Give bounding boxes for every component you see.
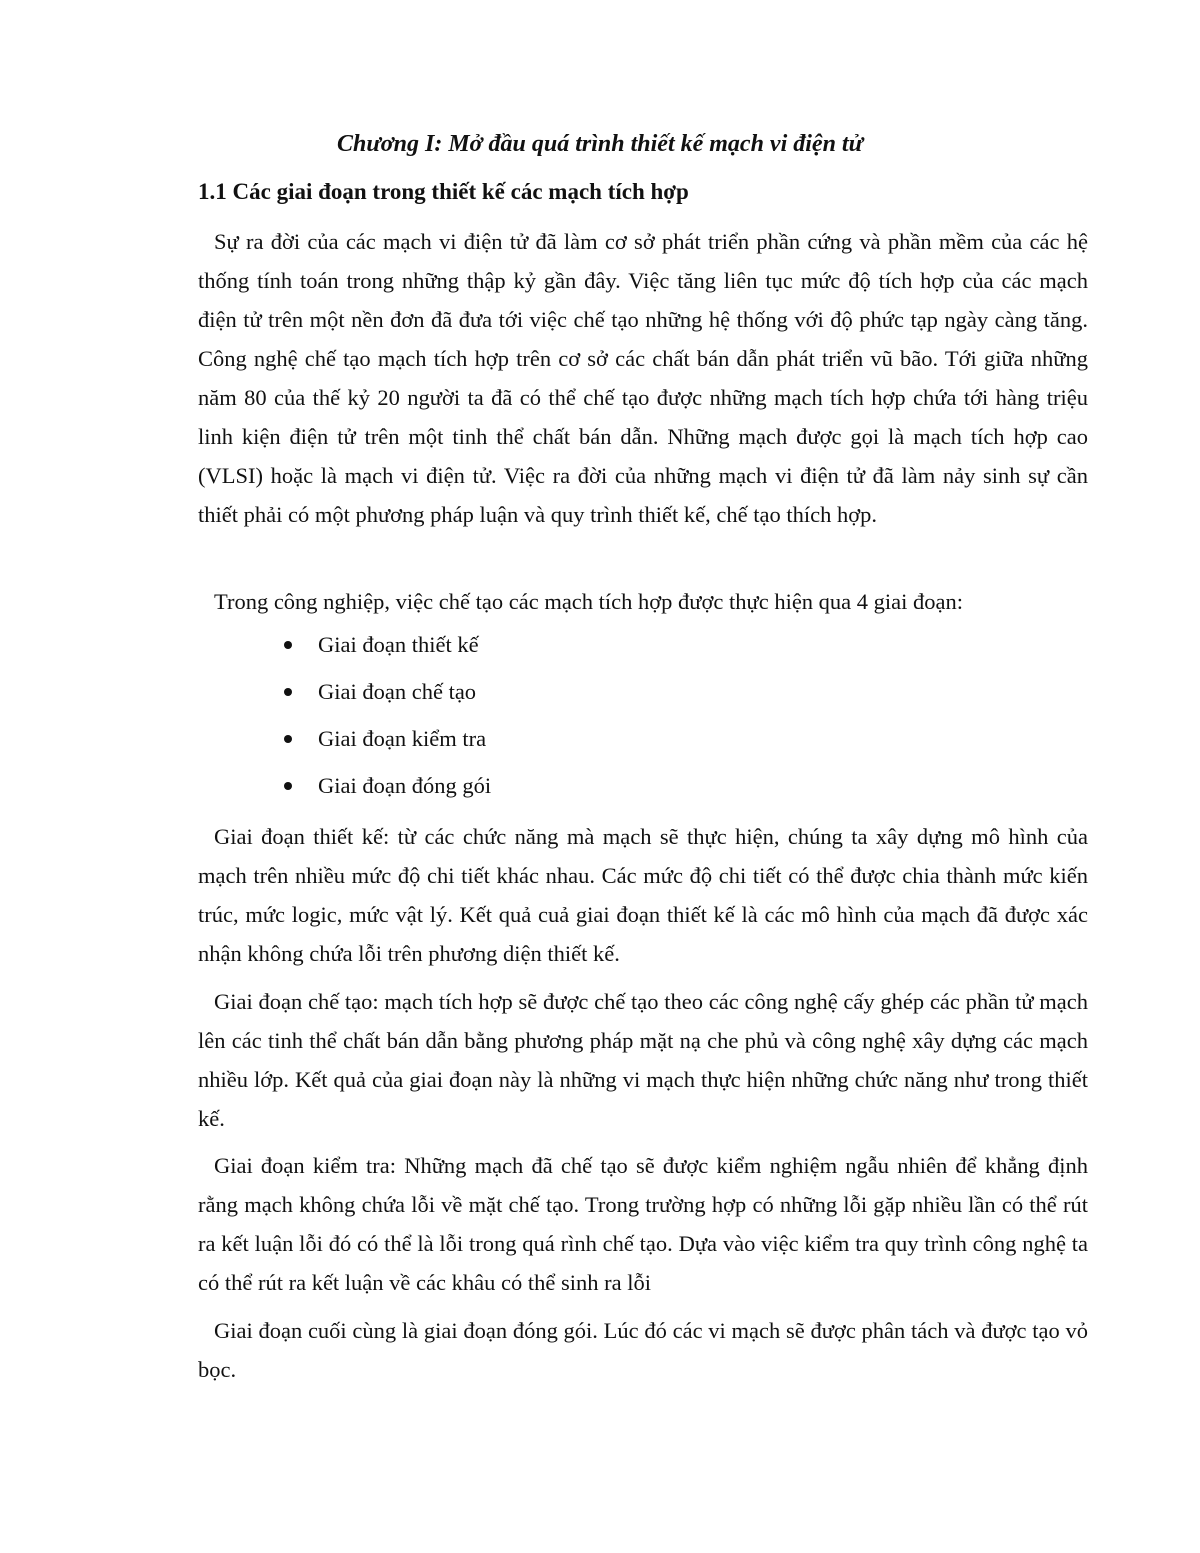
bullet-icon bbox=[284, 688, 292, 696]
packaging-stage-paragraph: Giai đoạn cuối cùng là giai đoạn đóng gói. Lúc đó các vi mạch sẽ được phân tách và được tạo vỏ bọc. bbox=[198, 1318, 1088, 1382]
section-heading: 1.1 Các giai đoạn trong thiết kế các mạch tích hợp bbox=[198, 179, 689, 204]
list-item bbox=[278, 769, 491, 816]
list-item-label: Giai đoạn thiết kế bbox=[318, 632, 479, 657]
bullet-icon bbox=[284, 782, 292, 790]
design-stage-paragraph: Giai đoạn thiết kế: từ các chức năng mà mạch sẽ thực hiện, chúng ta xây dựng mô hình của mạch trên nhiều mức độ chi tiết khác nhau. Các mức độ chi tiết có thể được chia thành mức kiến trúc, mức logic, mức vật lý. Kết quả cuả giai đoạn thiết kế là các mô hình của mạch đã được xác nhận không chứa lỗi trên phương diện thiết kế. bbox=[198, 824, 1088, 966]
list-item-label: Giai đoạn đóng gói bbox=[318, 773, 492, 798]
list-item bbox=[278, 628, 491, 675]
testing-stage-paragraph: Giai đoạn kiểm tra: Những mạch đã chế tạo sẽ được kiểm nghiệm ngẫu nhiên để khẳng định rằng mạch không chứa lỗi về mặt chế tạo. Trong trường hợp có những lỗi gặp nhiều lần có thể rút ra kết luận lỗi đó có thể là lỗi trong quá rình chế tạo. Dựa vào việc kiểm tra quy trình công nghệ ta có thể rút ra kết luận về các khâu có thể sinh ra lỗi bbox=[198, 1153, 1088, 1295]
chapter-title: Chương I: Mở đầu quá trình thiết kế mạch vi điện tử bbox=[337, 131, 863, 157]
list-item bbox=[278, 675, 491, 722]
list-item bbox=[278, 722, 491, 769]
bullet-icon bbox=[284, 735, 292, 743]
list-item-label: Giai đoạn chế tạo bbox=[318, 679, 477, 704]
stages-intro-paragraph: Trong công nghiệp, việc chế tạo các mạch tích hợp được thực hiện qua 4 giai đoạn: bbox=[214, 589, 964, 614]
list-item-label: Giai đoạn kiểm tra bbox=[318, 726, 487, 751]
bullet-icon bbox=[284, 641, 292, 649]
intro-paragraph: Sự ra đời của các mạch vi điện tử đã làm cơ sở phát triển phần cứng và phần mềm của các hệ thống tính toán trong những thập kỷ gần đây. Việc tăng liên tục mức độ tích hợp của các mạch điện tử trên một nền đơn đã đưa tới việc chế tạo những hệ thống với độ phức tạp ngày càng tăng. Công nghệ chế tạo mạch tích hợp trên cơ sở các chất bán dẫn phát triển vũ bão. Tới giữa những năm 80 của thế kỷ 20 người ta đã có thể chế tạo được những mạch tích hợp chứa tới hàng triệu linh kiện điện tử trên một tinh thể chất bán dẫn. Những mạch được gọi là mạch tích hợp cao (VLSI) hoặc là mạch vi điện tử. Việc ra đời của những mạch vi điện tử đã làm nảy sinh sự cần thiết phải có một phương pháp luận và quy trình thiết kế, chế tạo thích hợp. bbox=[198, 229, 1088, 527]
stages-list bbox=[278, 628, 491, 816]
fabrication-stage-paragraph: Giai đoạn chế tạo: mạch tích hợp sẽ được chế tạo theo các công nghệ cấy ghép các phần tử mạch lên các tinh thể chất bán dẫn bằng phương pháp mặt nạ che phủ và công nghệ xây dựng các mạch nhiều lớp. Kết quả của giai đoạn này là những vi mạch thực hiện những chức năng như trong thiết kế. bbox=[198, 989, 1088, 1131]
